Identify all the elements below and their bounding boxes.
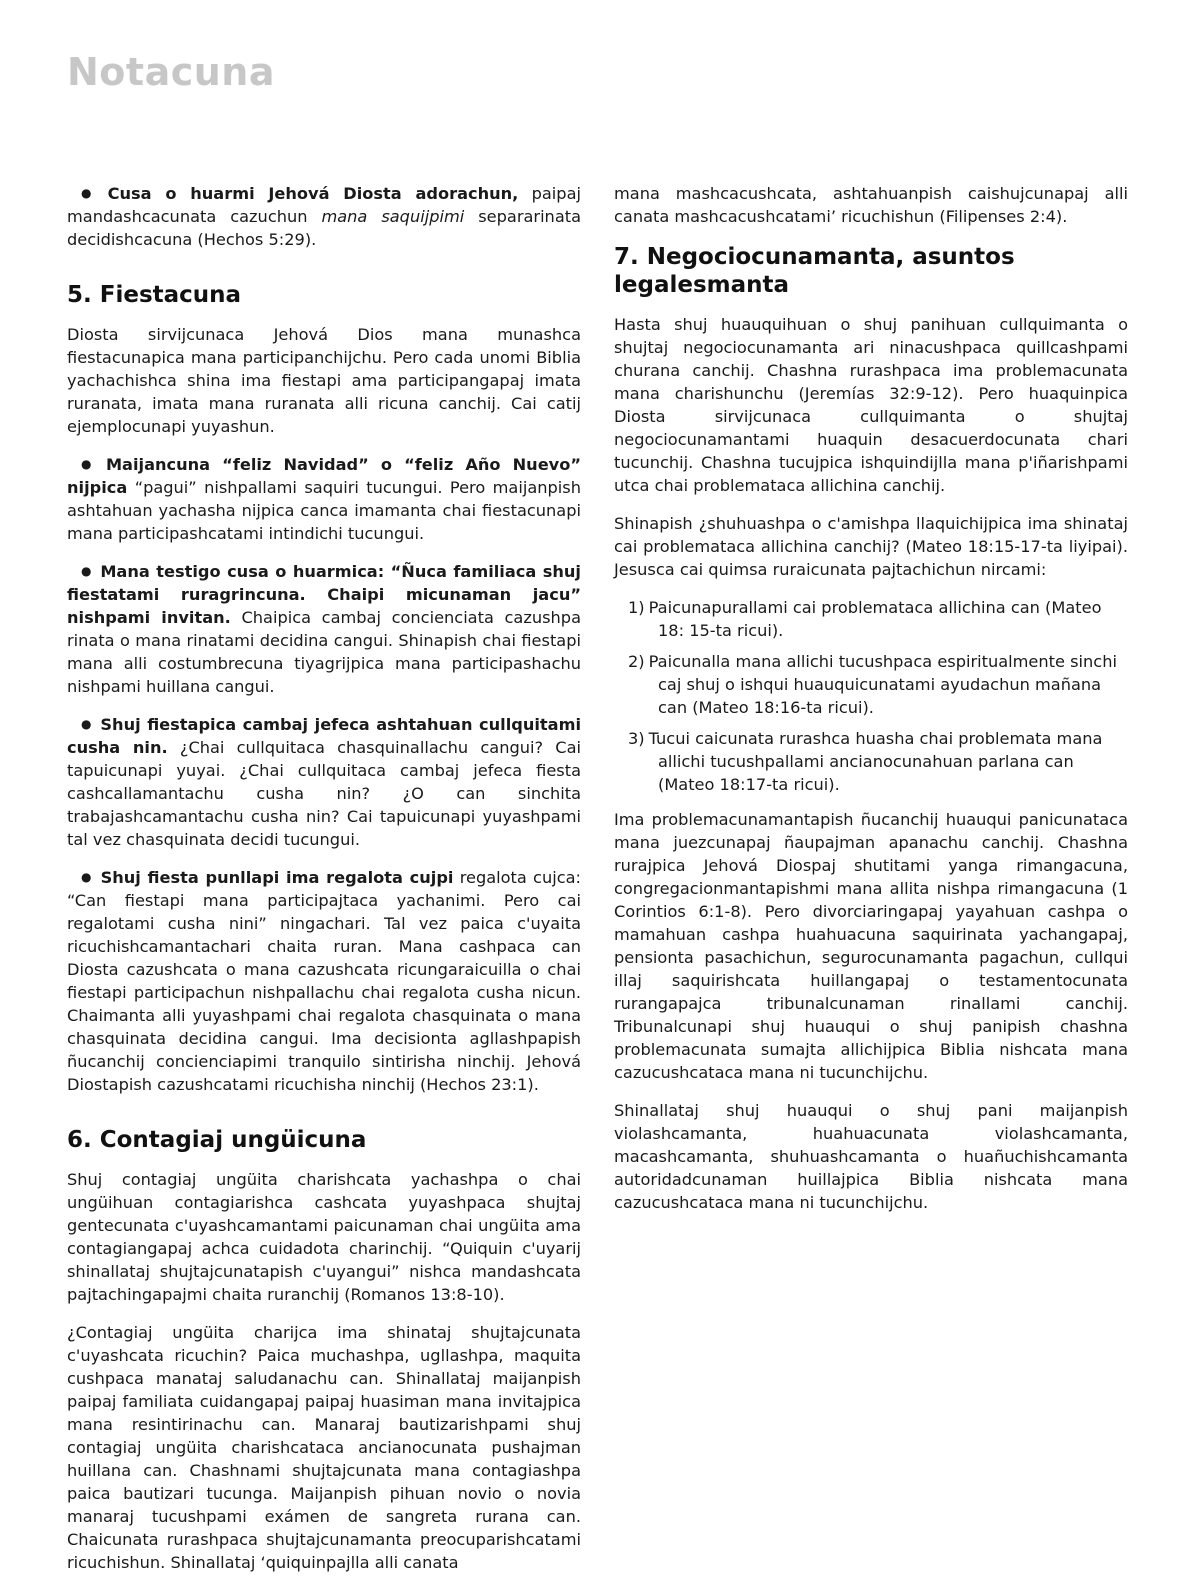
bullet-lead: Cusa o huarmi Jehová Diosta adorachun, — [107, 184, 519, 203]
section-number: 6. — [67, 1127, 92, 1153]
page-title: Notacuna — [67, 50, 275, 94]
section-heading-5 — [67, 281, 581, 309]
section-heading-7 — [614, 243, 1128, 299]
bullet-paragraph — [67, 866, 581, 1096]
bullet-lead: Mana testigo cusa o huarmica: “Ñuca familiaca shuj fiestatami ruragrincuna. Chaipi micunaman jacu” nishpami invitan. — [67, 562, 581, 627]
section-heading-6 — [67, 1126, 581, 1154]
section-number: 7. — [614, 244, 639, 270]
section-title: Contagiaj ungüicuna — [99, 1127, 367, 1153]
section-number: 5. — [67, 282, 92, 308]
body-paragraph: ¿Contagiaj ungüita charijca ima shinataj shujtajcunata c'uyashcata ricuchin? Paica muchashpa, ugllashpa, maquita cushpaca manataj saludanachu can. Shinallataj maijanpish paipaj familiata cuidangapaj paipaj huasiman mana invitajpica mana resintirinachu can. Manaraj bautizarishpami shuj contagiaj ungüita charishcataca ancianocunata pushajman huillana can. Chashnami shujtajcunata mana contagiashpa paica bautizari tucunga. Maijanpish pihuan novio o novia manaraj tucushpami exámen de sangreta rurana can. Chaicunata rurashpaca shujtajcunamanta preocuparishcatami ricuchishun. Shinallataj ‘quiquinpajlla alli canata — [67, 1323, 581, 1572]
body-paragraph: Shinallataj shuj huauqui o shuj pani maijanpish violashcamanta, huahuacunata violashcamanta, macashcamanta, shuhuashcamanta o huañuchishcamanta autoridadcunaman huillajpica Biblia nishcata mana cazucushcataca mana ni tucunchijchu. — [614, 1101, 1128, 1212]
body-paragraph: Shinapish ¿shuhuashpa o c'amishpa llaquichijpica ima shinataj cai problemataca allichina canchij? (Mateo 18:15-17-ta liyipai). Jesusca cai quimsa ruraicunata pajtachichun nircami: — [614, 514, 1128, 579]
list-item — [614, 650, 1128, 719]
bullet-lead: Maijancuna “feliz Navidad” o “feliz Año Nuevo” nijpica — [67, 455, 581, 497]
bullet-text: ¿Chai cullquitaca chasquinallachu cangui? Cai tapuicunapi yuyai. ¿Chai cullquitaca cambaj jefeca fiesta cashcallamantachu cusha nin? ¿O can sinchita trabajashcamantachu cusha nin? Cai tapuicunapi yuyashpami tal vez chasquinata decidi tucungui. — [67, 738, 581, 849]
list-text: Tucui caicunata rurashca huasha chai problemata mana allichi tucushpallami ancianocunahuan parlana can (Mateo 18:17-ta ricui). — [648, 729, 1103, 794]
list-number: 3) — [628, 729, 645, 748]
bullet-paragraph — [67, 560, 581, 698]
body-paragraph: Diosta sirvijcunaca Jehová Dios mana munashca fiestacunapica mana participanchijchu. Pero cada unomi Biblia yachachishca shina ima fiestapi ama participangapaj imata ruranata, imata mana ruranata alli ricuna canchij. Cai catij ejemplocunapi yuyashun. — [67, 325, 581, 436]
list-item — [614, 596, 1128, 642]
section-title: Fiestacuna — [99, 282, 242, 308]
body-paragraph: Shuj contagiaj ungüita charishcata yachashpa o chai ungüihuan contagiarishca cashcata yuyashpaca shujtaj gentecunata c'uyashcamantami paicunaman chai ungüita ama contagiangapaj achca cuidadota charinchij. “Quiquin c'uyarij shinallataj shujtajcunatapish c'uyangui” nishca mandashcata pajtachingapajmi chaita ruranchij (Romanos 13:8-10). — [67, 1170, 581, 1304]
bullet-emphasis: mana saquijpimi — [321, 207, 465, 226]
bullet-paragraph — [67, 453, 581, 545]
bullet-text: “pagui” nishpallami saquiri tucungui. Pero maijanpish ashtahuan yachasha nijpica canca imamanta chai fiestacunapi mana participashcatami intindichi tucungui. — [67, 478, 581, 543]
section-title: Negociocunamanta, asuntos legalesmanta — [614, 244, 1015, 298]
body-paragraph: Ima problemacunamantapish ñucanchij huauqui panicunataca mana juezcunapaj ñaupajman apanachu canchij. Chashna rurajpica Jehová Diospaj shutitami yanga rimangacuna, congregacionmantapishmi mana allita nishpa rimangacuna (1 Corintios 6:1-8). Pero divorciaringapaj yayahuan cashpa o mamahuan cashpa huahuacuna saquirinata yachangapaj, pensionta pasachichun, segurocunamanta pagachun, cullqui illaj saquirishcata huillangapaj o testamentocunata rurangapajca tribunalcunaman rinallami canchij. Tribunalcunapi shuj huauqui o shuj panipish chashna problemacunata sumajta allichijpica Biblia nishcata mana cazucushcataca mana ni tucunchijchu. — [614, 810, 1128, 1082]
list-text: Paicunapurallami cai problemataca allichina can (Mateo 18: 15-ta ricui). — [648, 598, 1102, 640]
list-text: Paicunalla mana allichi tucushpaca espiritualmente sinchi caj shuj o ishqui huauquicunatami ayudachun mañana can (Mateo 18:16-ta ricui). — [648, 652, 1117, 717]
bullet-text: regalota cujca: “Can fiestapi mana participajtaca yachanimi. Pero cai regalotami cusha nini” ningachari. Tal vez paica c'uyaita ricuchishcamantachari chaita ruran. Mana cashpaca can Diosta cazushcata o mana cazushcata ricungaraicuilla o chai fiestapi participachun nishpallachu chai regalota cusha nicun. Chaimanta alli yuyashpami chai regalota chasquinata o mana chasquinata decidina cangui. Ima decisionta agllashpapish ñucanchij concienciapimi tranquilo sintirisha ninchij. Jehová Diostapish cazushcatami ricuchisha ninchij (Hechos 23:1). — [67, 868, 581, 1094]
left-column — [67, 182, 581, 1589]
bullet-text: paipaj mandashcacunata cazuchun — [67, 184, 581, 226]
list-item — [614, 727, 1128, 796]
list-number: 1) — [628, 598, 645, 617]
bullet-paragraph — [67, 713, 581, 851]
bullet-paragraph — [67, 182, 581, 251]
right-column — [614, 182, 1128, 1229]
bullet-lead: Shuj fiesta punllapi ima regalota cujpi — [100, 868, 454, 887]
steps-list — [614, 596, 1128, 796]
bullet-text: separarinata decidishcacuna (Hechos 5:29). — [67, 207, 582, 249]
list-number: 2) — [628, 652, 645, 671]
bullet-text: Chaipica cambaj concienciata cazushpa rinata o mana rinatami decidina cangui. Shinapish chai fiestapi mana alli costumbrecuna tiyagrijpica mana participashachu nishpami huillana cangui. — [67, 608, 581, 696]
bullet-lead: Shuj fiestapica cambaj jefeca ashtahuan cullquitami cusha nin. — [67, 715, 581, 757]
body-paragraph: Hasta shuj huauquihuan o shuj panihuan cullquimanta o shujtaj negociocunamanta ari ninacushpaca quillcashpami churana canchij. Chashna rurashpaca ima problemacunata mana charishunchu (Jeremías 32:9-12). Pero huaquinpica Diosta sirvijcunaca cullquimanta o shujtaj negociocunamantami huaquin desacuerdocunata chari tucunchij. Chashna tucujpica ishquindijlla mana p'iñarishpami utca chai problemataca allichina canchij. — [614, 315, 1128, 495]
body-paragraph: mana mashcacushcata, ashtahuanpish caishujcunapaj alli canata mashcacushcatami’ ricuchishun (Filipenses 2:4). — [614, 184, 1128, 226]
